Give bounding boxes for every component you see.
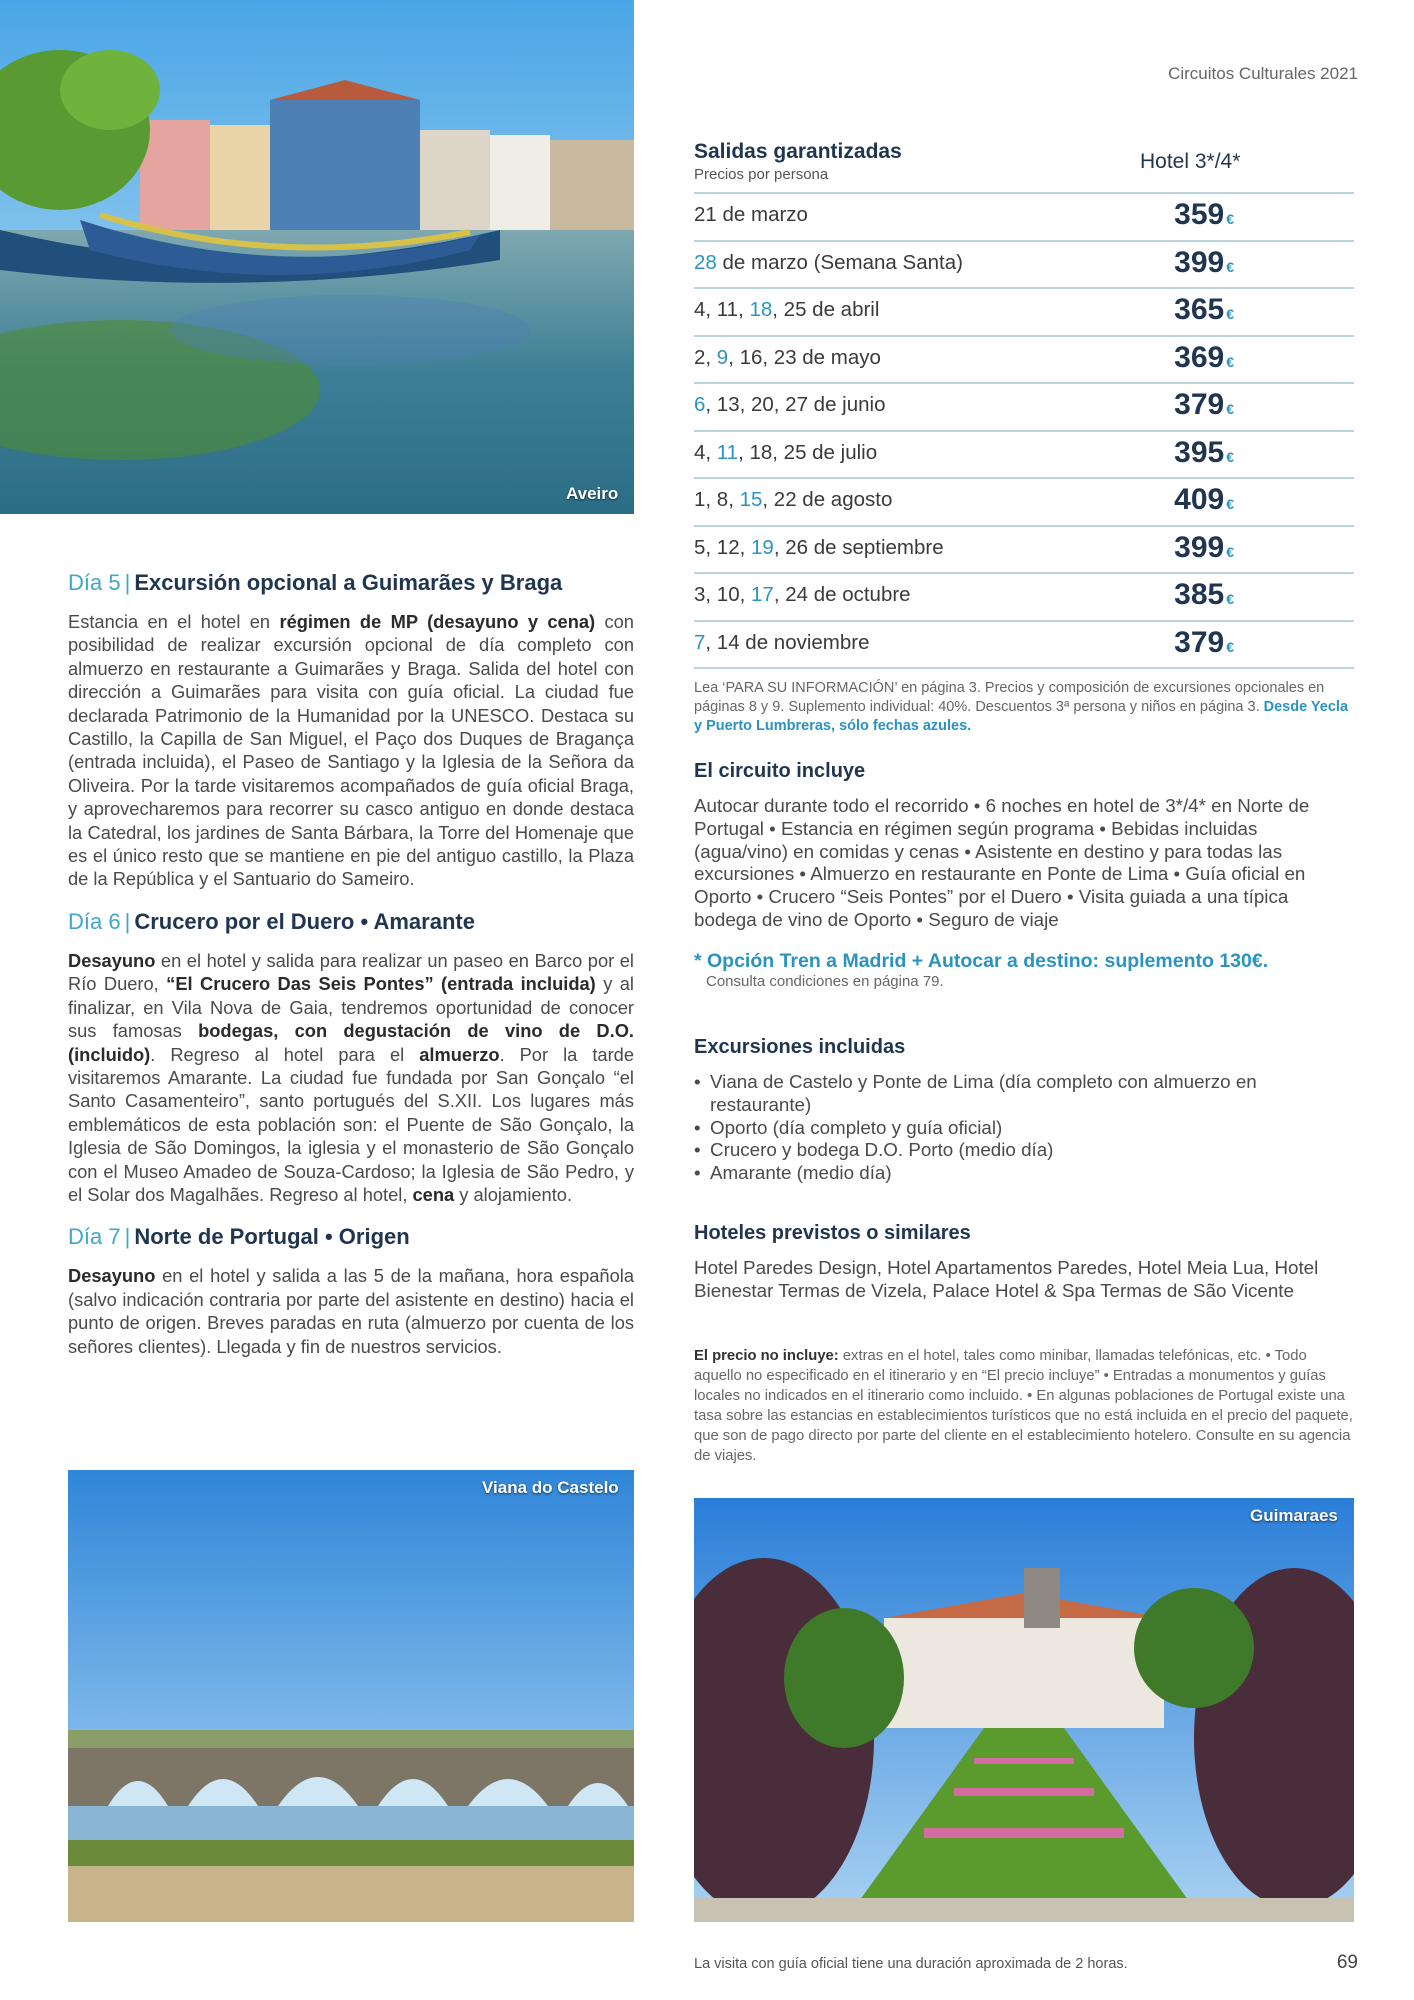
departure-dates: 5, 12, 19, 26 de septiembre bbox=[694, 535, 944, 559]
day-7-title: Norte de Portugal • Origen bbox=[134, 1224, 410, 1250]
guimaraes-caption: Guimaraes bbox=[1250, 1506, 1338, 1525]
price-value: 379 € bbox=[1174, 388, 1234, 421]
day-5-number: Día 5 bbox=[68, 570, 121, 595]
aveiro-caption: Aveiro bbox=[566, 484, 619, 503]
departure-dates: 4, 11, 18, 25 de abril bbox=[694, 298, 880, 321]
currency-symbol: € bbox=[1226, 401, 1234, 417]
departure-dates: 2, 9, 16, 23 de mayo bbox=[694, 345, 881, 369]
price-row bbox=[694, 287, 1354, 335]
currency-symbol: € bbox=[1226, 258, 1234, 275]
price-value: 399 € bbox=[1174, 245, 1234, 279]
not-included-text: extras en el hotel, tales como minibar, llamadas telefónicas, etc. • Todo aquello no especificado en el itinerario y en “El precio incluye” • Entradas a monumentos y guías locales no indicados en el itinerario como incluido. • En algunas poblaciones de Portugal existe una tasa sobre las estancias en establecimientos turísticos que no está incluida en el precio del paquete, que son de pago directo por parte del cliente en el establecimiento hotelero. Consulte en su agencia de viajes. bbox=[694, 1348, 1353, 1464]
hotels-title: Hoteles previstos o similares bbox=[694, 1222, 971, 1244]
price-value: 369 € bbox=[1174, 340, 1234, 374]
currency-symbol: € bbox=[1226, 543, 1234, 560]
excursions-list bbox=[694, 1071, 1354, 1185]
includes-section bbox=[694, 760, 1354, 990]
departure-dates: 21 de marzo bbox=[694, 203, 808, 226]
currency-symbol: € bbox=[1226, 353, 1234, 370]
day-6-title: Crucero por el Duero • Amarante bbox=[134, 908, 475, 934]
blue-dates-note: Desde Yecla y Puerto Lumbreras, sólo fechas azules. bbox=[694, 699, 1349, 734]
currency-symbol: € bbox=[1226, 448, 1234, 465]
prices-title: Salidas garantizadas bbox=[694, 140, 902, 163]
price-value: 365 € bbox=[1174, 293, 1234, 326]
currency-symbol: € bbox=[1226, 306, 1234, 322]
hotel-category-header: Hotel 3*/4* bbox=[1140, 150, 1241, 173]
price-value: 395 € bbox=[1174, 435, 1234, 469]
currency-symbol: € bbox=[1226, 496, 1234, 512]
not-included-label: El precio no incluye: bbox=[694, 1348, 839, 1364]
prices-note: Lea ‘PARA SU INFORMACIÓN’ en página 3. Precios y composición de excursiones opcionales en páginas 8 y 9. Suplemento individual: 40%. Descuentos 3ª persona y niños en página 3. Desde Yecla y Puerto Lumbreras, sólo fechas azules. bbox=[694, 680, 1349, 734]
day-7 bbox=[68, 1224, 634, 1358]
prices-table bbox=[694, 192, 1354, 669]
price-row bbox=[694, 335, 1354, 383]
day-6-text: Desayuno en el hotel y salida para realizar un paseo en Barco por el Río Duero, “El Crucero Das Seis Pontes” (entrada incluida) y al finalizar, en Vila Nova de Gaia, tendremos oportunidad de conocer sus famosas bodegas, con degustación de vino de D.O. (incluido). Regreso al hotel para el almuerzo. Por la tarde visitaremos Amarante. La ciudad fue fundada por San Gonçalo “el Santo Casamenteiro”, santo portugués del S.XII. Los lugares más emblemáticos de esta población son: el Puente de São Gonçalo, la Iglesia de São Domingos, la iglesia y el monasterio de São Gonçalo con el Museo Amadeo de Souza-Cardoso; la Iglesia de São Pedro, y el Solar dos Magalhães. Regreso al hotel, cena y alojamiento. bbox=[68, 949, 635, 1205]
excursions-section bbox=[694, 1036, 1354, 1185]
prices-table-header bbox=[694, 140, 1354, 192]
day-5-heading: Día 5 | Excursión opcional a Guimarães y Braga bbox=[68, 570, 563, 595]
price-row bbox=[694, 430, 1354, 478]
day-7-heading: Día 7 | Norte de Portugal • Origen bbox=[68, 1224, 410, 1250]
day-7-number: Día 7 bbox=[68, 1224, 121, 1250]
hotels-text: Hotel Paredes Design, Hotel Apartamentos Paredes, Hotel Meia Lua, Hotel Bienestar Termas de Vizela, Palace Hotel & Spa Termas de São Vicente bbox=[694, 1257, 1319, 1301]
viana-photo bbox=[68, 1470, 634, 1922]
price-value: 359 € bbox=[1174, 198, 1234, 231]
price-value: 385 € bbox=[1174, 578, 1234, 611]
day-7-text: Desayuno en el hotel y salida a las 5 de la mañana, hora española (salvo indicación contraria por parte del asistente en destino) hacia el punto de origen. Breves paradas en ruta (almuerzo por cuenta de los señores clientes). Llegada y fin de nuestros servicios. bbox=[68, 1265, 634, 1357]
aveiro-photo bbox=[0, 0, 634, 514]
price-value: 399 € bbox=[1174, 530, 1234, 564]
day-6-number: Día 6 bbox=[68, 908, 121, 934]
itinerary-column bbox=[68, 570, 634, 1358]
price-row bbox=[694, 240, 1354, 288]
train-option: * Opción Tren a Madrid + Autocar a destino: suplemento 130€. bbox=[694, 949, 1269, 972]
price-row bbox=[694, 192, 1354, 240]
departure-dates: 7, 14 de noviembre bbox=[694, 630, 870, 654]
excursion-item: • Viana de Castelo y Ponte de Lima (día completo con almuerzo en restaurante) bbox=[694, 1071, 1257, 1115]
viana-caption: Viana do Castelo bbox=[482, 1478, 619, 1497]
excursion-item: • Crucero y bodega D.O. Porto (medio día) bbox=[694, 1139, 1054, 1161]
price-row bbox=[694, 572, 1354, 620]
departure-dates: 3, 10, 17, 24 de octubre bbox=[694, 583, 911, 606]
departure-dates: 28 de marzo (Semana Santa) bbox=[694, 250, 963, 274]
excursion-item: • Oporto (día completo y guía oficial) bbox=[694, 1116, 1003, 1138]
prices-subtitle: Precios por persona bbox=[694, 166, 829, 183]
currency-symbol: € bbox=[1226, 591, 1234, 607]
prices-section bbox=[694, 140, 1354, 736]
footer-note: La visita con guía oficial tiene una duración aproximada de 2 horas. bbox=[694, 1956, 1128, 1972]
includes-text: Autocar durante todo el recorrido • 6 noches en hotel de 3*/4* en Norte de Portugal • Estancia en régimen según programa • Bebidas incluidas (agua/vino) en comidas y cenas • Asistente en destino y para todas las excursiones • Almuerzo en restaurante en Ponte de Lima • Guía oficial en Oporto • Crucero “Seis Pontes” por el Duero • Visita guiada a una típica bodega de vino de Oporto • Seguro de viaje bbox=[694, 795, 1310, 930]
day-5-text: Estancia en el hotel en régimen de MP (desayuno y cena) con posibilidad de realizar excursión opcional de día completo con almuerzo en restaurante a Guimarães y Braga. Salida del hotel con dirección a Guimarães para visita con guía oficial. La ciudad fue declarada Patrimonio de la Humanidad por la UNESCO. Destaca su Castillo, la Capilla de San Miguel, el Paço dos Duques de Bragança (entrada incluida), el Paseo de Santiago y la Iglesia de la Señora da Oliveira. Por la tarde visitaremos acompañados de guía oficial Braga, y aprovecharemos para recorrer su casco antiguo en donde destaca la Catedral, los jardines de Santa Bárbara, la Torre del Homenaje que es el único resto que se mantiene en pie del antiguo castillo, la Plaza de la República y el Santuario do Sameiro. bbox=[68, 611, 634, 890]
departure-dates: 1, 8, 15, 22 de agosto bbox=[694, 488, 893, 511]
currency-symbol: € bbox=[1226, 638, 1234, 655]
page-number: 69 bbox=[1336, 1952, 1358, 1973]
day-6 bbox=[68, 909, 634, 1206]
hotels-section bbox=[694, 1222, 1354, 1303]
train-option-conditions: Consulta condiciones en página 79. bbox=[706, 972, 944, 990]
includes-title: El circuito incluye bbox=[694, 760, 866, 782]
departure-dates: 4, 11, 18, 25 de julio bbox=[694, 440, 878, 464]
day-6-heading: Día 6 | Crucero por el Duero • Amarante bbox=[68, 908, 475, 934]
day-5-title: Excursión opcional a Guimarães y Braga bbox=[134, 570, 563, 595]
guimaraes-photo bbox=[694, 1498, 1354, 1922]
price-value: 409 € bbox=[1174, 483, 1234, 516]
price-row bbox=[694, 620, 1354, 670]
departure-dates: 6, 13, 20, 27 de junio bbox=[694, 393, 886, 416]
price-value: 379 € bbox=[1174, 625, 1234, 659]
price-row bbox=[694, 477, 1354, 525]
excursions-title: Excursiones incluidas bbox=[694, 1036, 906, 1058]
day-5 bbox=[68, 570, 634, 891]
price-row bbox=[694, 382, 1354, 430]
price-row bbox=[694, 525, 1354, 573]
not-included-note bbox=[694, 1346, 1354, 1466]
excursion-item: • Amarante (medio día) bbox=[694, 1162, 892, 1184]
running-title: Circuitos Culturales 2021 bbox=[1168, 64, 1358, 83]
currency-symbol: € bbox=[1226, 211, 1234, 227]
